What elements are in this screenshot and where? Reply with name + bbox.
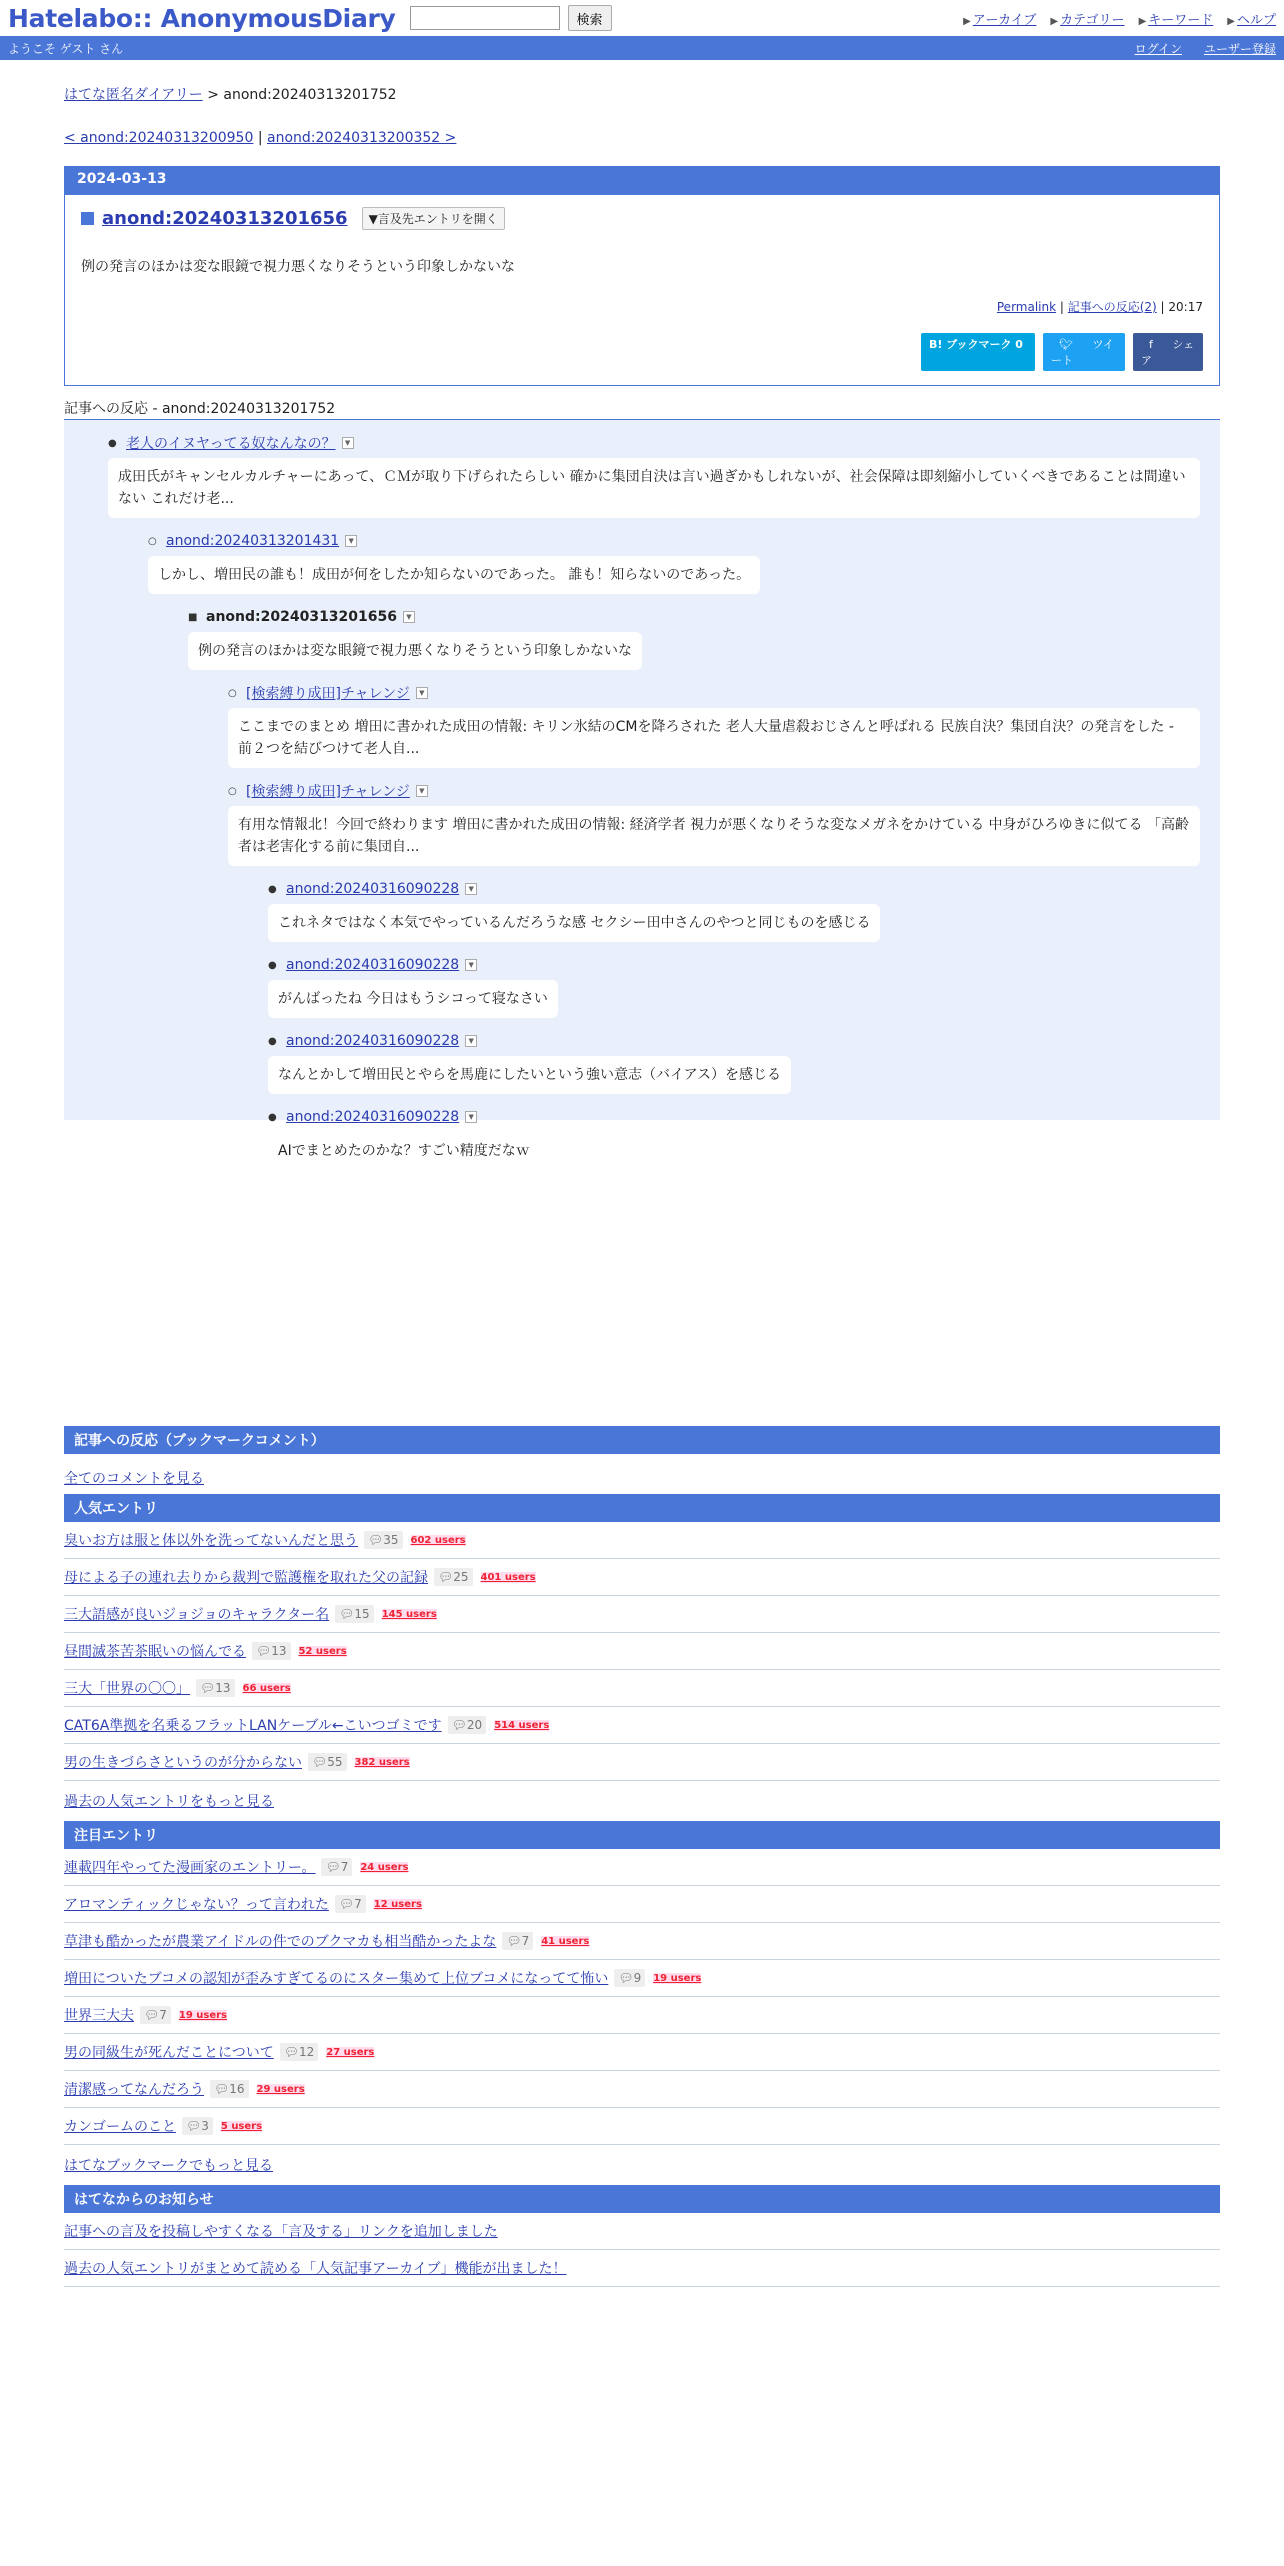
comment-icon: 💬︎	[200, 1681, 216, 1695]
arrow-icon: ▶	[1138, 15, 1147, 27]
users-badge[interactable]: 41 users	[541, 1935, 590, 1947]
entry-meta: Permalink | 記事への反応(2) | 20:17	[996, 300, 1203, 314]
users-badge[interactable]: 401 users	[480, 1571, 536, 1583]
breadcrumb-current: anond:20240313201752	[223, 87, 397, 103]
comment-count[interactable]	[502, 1932, 533, 1950]
comment-count[interactable]	[308, 1753, 347, 1771]
popular-item-link[interactable]: 臭いお方は服と体以外を洗ってないんだと思う	[64, 1533, 358, 1549]
bookmark-comments-header: 記事への反応（ブックマークコメント）	[64, 1426, 1220, 1454]
tree-node-link[interactable]: 老人のイヌヤってる奴なんなの？	[126, 436, 336, 452]
tree-node-link[interactable]: [検索縛り成田]チャレンジ	[246, 686, 410, 702]
arrow-icon: ▶	[1227, 15, 1235, 27]
tree-node	[108, 432, 1204, 518]
tree-node	[148, 530, 1204, 594]
tree-node-link[interactable]: anond:20240313201431	[166, 533, 340, 549]
comment-icon: 💬︎	[506, 1934, 522, 1948]
breadcrumb-home-link[interactable]: はてな匿名ダイアリー	[64, 87, 203, 103]
comment-icon: 💬︎	[214, 2082, 230, 2096]
notable-item	[64, 1849, 1220, 1886]
nav-keyword-link[interactable]: キーワード	[1148, 12, 1214, 28]
tree-node-link[interactable]: anond:20240316090228	[286, 881, 460, 897]
popular-item	[64, 1559, 1220, 1596]
login-link[interactable]: ログイン	[1134, 41, 1182, 56]
tree-node	[268, 1030, 1204, 1094]
notable-item-link[interactable]: 男の同級生が死んだことについて	[64, 2045, 274, 2061]
comment-count[interactable]	[335, 1605, 374, 1623]
comment-icon: 💬︎	[325, 1860, 341, 1874]
popular-item-link[interactable]: 母による子の連れ去りから裁判で監護権を取れた父の記録	[64, 1570, 428, 1586]
comment-count-value: 55	[327, 1755, 343, 1769]
comment-count[interactable]	[321, 1858, 352, 1876]
facebook-share-button[interactable]	[1133, 333, 1203, 371]
users-badge[interactable]: 19 users	[653, 1972, 702, 1984]
tree-node-text: これネタではなく本気でやっているんだろうな感 セクシー田中さんのやつと同じものを感じる	[268, 904, 880, 942]
comment-count-value: 3	[201, 2119, 209, 2133]
comment-icon: 💬︎	[256, 1644, 272, 1658]
arrow-icon: ▶	[963, 15, 971, 27]
comment-count-value: 9	[633, 1971, 642, 1985]
popular-item-link[interactable]: CAT6A準拠を名乗るフラットLANケーブル←こいつゴミです	[64, 1718, 442, 1734]
open-mention-button[interactable]: ▼言及先エントリを開く	[362, 207, 505, 230]
users-badge[interactable]: 66 users	[242, 1682, 291, 1694]
notable-item	[64, 1923, 1220, 1960]
users-badge[interactable]: 514 users	[494, 1719, 550, 1731]
comment-icon: 💬︎	[339, 1607, 355, 1621]
chevron-down-icon[interactable]: ▼	[345, 535, 357, 547]
bullet-icon: ●	[108, 437, 117, 449]
popular-item	[64, 1744, 1220, 1781]
users-badge[interactable]: 27 users	[326, 2046, 375, 2058]
notable-item	[64, 2108, 1220, 2145]
tree-node	[228, 682, 1204, 768]
comment-icon: 💬︎	[438, 1570, 454, 1584]
comment-icon: 💬︎	[618, 1971, 634, 1985]
tweet-label: ツイート	[1051, 338, 1114, 367]
nav-help-link[interactable]: ヘルプ	[1236, 12, 1276, 28]
tree-node-link[interactable]: anond:20240316090228	[286, 1109, 460, 1125]
tree-node-text: 有用な情報北！今回で終わります 増田に書かれた成田の情報: 経済学者 視力が悪くなりそうな変なメガネをかけている 中身がひろゆきに似てる 「高齢者は老害化する前に集団自...	[228, 806, 1200, 866]
share-buttons	[81, 333, 1203, 371]
chevron-down-icon[interactable]: ▼	[342, 437, 354, 449]
comment-count-value: 35	[383, 1533, 399, 1547]
popular-item	[64, 1633, 1220, 1670]
chevron-down-icon[interactable]: ▼	[416, 785, 428, 797]
comment-count-value: 25	[453, 1570, 469, 1584]
comment-count[interactable]	[448, 1716, 487, 1734]
bullet-icon: ●	[268, 883, 277, 895]
bullet-icon: ●	[268, 959, 277, 971]
popular-item	[64, 1707, 1220, 1744]
top-header	[0, 0, 1284, 36]
entry	[65, 195, 1219, 385]
comment-count[interactable]	[335, 1895, 366, 1913]
comment-count[interactable]	[210, 2080, 249, 2098]
comment-count[interactable]	[614, 1969, 645, 1987]
news-item	[64, 2250, 1220, 2287]
news-item	[64, 2213, 1220, 2250]
comment-count[interactable]	[434, 1568, 473, 1586]
arrow-icon: ▶	[1050, 15, 1059, 27]
news-item-link[interactable]: 過去の人気エントリがまとめて読める「人気記事アーカイブ」機能が出ました！	[64, 2261, 567, 2277]
tree-node-current: anond:20240313201656	[206, 609, 397, 625]
tree-node	[268, 878, 1204, 942]
chevron-down-icon[interactable]: ▼	[416, 687, 428, 699]
breadcrumb	[64, 84, 1220, 104]
bullet-icon: ●	[268, 1035, 277, 1047]
tree-node-link[interactable]: anond:20240316090228	[286, 1033, 460, 1049]
reactions-link[interactable]: 記事への反応(2)	[1067, 300, 1157, 314]
bullet-icon: ●	[268, 1111, 277, 1123]
comment-count-value: 7	[340, 1860, 349, 1874]
notable-item-link[interactable]: カンゴームのこと	[64, 2119, 176, 2135]
notable-item	[64, 2071, 1220, 2108]
next-entry-link[interactable]: anond:20240313200352 >	[267, 130, 457, 146]
bullet-icon: ○	[228, 785, 237, 797]
prev-next-separator: |	[253, 130, 268, 146]
nav-category-link[interactable]: カテゴリー	[1060, 12, 1125, 28]
facebook-label: シェア	[1141, 338, 1195, 367]
breadcrumb-separator: >	[202, 87, 224, 103]
chevron-down-icon[interactable]: ▼	[465, 1035, 477, 1047]
comment-count-value: 7	[354, 1897, 362, 1911]
comment-count-value: 15	[354, 1607, 370, 1621]
comment-count-value: 13	[215, 1681, 231, 1695]
comment-icon: 💬︎	[368, 1533, 384, 1547]
comment-count[interactable]	[280, 2043, 319, 2061]
popular-item-link[interactable]: 男の生きづらさというのが分からない	[64, 1755, 302, 1771]
square-icon	[81, 212, 94, 225]
header-nav	[963, 9, 1276, 28]
tree-node	[188, 606, 1204, 670]
facebook-icon: f	[1149, 338, 1157, 351]
search-input[interactable]	[410, 6, 560, 30]
tree-node	[268, 1106, 1204, 1170]
popular-item	[64, 1522, 1220, 1559]
user-bar	[0, 36, 1284, 60]
comment-count-value: 7	[159, 2008, 167, 2022]
site-logo[interactable]: Hatelabo:: AnonymousDiary	[8, 3, 396, 33]
tree-node-text: ここまでのまとめ 増田に書かれた成田の情報: キリン氷結のCMを降ろされた 老人大量虐殺おじさんと呼ばれる 民族自決？集団自決？の発言をした - 前２つを結びつけて老人自...	[228, 708, 1200, 768]
welcome-text: ようこそ ゲスト さん	[8, 41, 124, 56]
comment-count[interactable]	[252, 1642, 291, 1660]
register-link[interactable]: ユーザー登録	[1203, 41, 1276, 56]
bird-icon: 🐦︎	[1059, 338, 1077, 351]
chevron-down-icon[interactable]: ▼	[465, 959, 477, 971]
notable-item	[64, 1997, 1220, 2034]
notable-item-link[interactable]: 連載四年やってた漫画家のエントリー。	[64, 1860, 316, 1876]
popular-item	[64, 1670, 1220, 1707]
comment-icon: 💬︎	[283, 2045, 299, 2059]
comment-icon: 💬︎	[338, 1897, 355, 1911]
notable-item	[64, 2034, 1220, 2071]
bullet-icon: ○	[148, 535, 157, 547]
bookmark-share-button[interactable]: B! ブックマーク 0	[921, 333, 1035, 371]
tree-node-text: しかし、増田民の誰も！成田が何をしたか知らないのであった。 誰も！知らないのであった。	[148, 556, 760, 594]
notable-item-link[interactable]: 清潔感ってなんだろう	[64, 2082, 204, 2098]
notable-item-link[interactable]: 草津も酷かったが農業アイドルの件でのブクマカも相当酷かったよな	[64, 1934, 497, 1950]
bullet-icon: ○	[228, 687, 237, 699]
comment-icon: 💬︎	[451, 1718, 467, 1732]
prev-entry-link[interactable]: < anond:20240313200950	[64, 130, 254, 146]
news-header: はてなからのお知らせ	[64, 2185, 1220, 2213]
tree-node-text: なんとかして増田民とやらを馬鹿にしたいという強い意志（バイアス）を感じる	[268, 1056, 791, 1094]
comment-count-value: 13	[271, 1644, 287, 1658]
users-badge[interactable]: 5 users	[220, 2120, 263, 2132]
tree-node	[268, 954, 1204, 1018]
comment-count[interactable]	[182, 2117, 213, 2135]
chevron-down-icon[interactable]: ▼	[465, 1111, 477, 1123]
users-badge[interactable]: 29 users	[256, 2083, 305, 2095]
users-badge[interactable]: 602 users	[410, 1534, 466, 1546]
main-content	[64, 84, 1220, 2287]
news-item-link[interactable]: 記事への言及を投稿しやすくなる「言及する」リンクを追加しました	[64, 2224, 498, 2240]
users-badge[interactable]: 145 users	[381, 1608, 437, 1620]
tweet-share-button[interactable]	[1043, 333, 1125, 371]
users-badge[interactable]: 382 users	[354, 1756, 410, 1768]
notable-list	[64, 1849, 1220, 2145]
day-section	[64, 166, 1220, 386]
comment-icon: 💬︎	[186, 2119, 202, 2133]
notable-header: 注目エントリ	[64, 1821, 1220, 1849]
search-button[interactable]: 検索	[568, 5, 612, 31]
popular-item	[64, 1596, 1220, 1633]
notable-more-link[interactable]: はてなブックマークでもっと見る	[64, 2158, 274, 2174]
entry-time: 20:17	[1168, 300, 1203, 314]
comment-icon: 💬︎	[312, 1755, 328, 1769]
tree-node-link[interactable]: anond:20240316090228	[286, 957, 460, 973]
chevron-down-icon[interactable]: ▼	[465, 883, 477, 895]
tree-node	[228, 780, 1204, 866]
nav-archive-link[interactable]: アーカイブ	[972, 12, 1037, 28]
permalink-link[interactable]: Permalink	[996, 300, 1057, 314]
reaction-tree	[64, 420, 1220, 1159]
comment-count-value: 20	[466, 1718, 483, 1732]
popular-item-link[interactable]: 昼間滅茶苦茶眠いの悩んでる	[64, 1644, 246, 1660]
comment-count[interactable]	[364, 1531, 403, 1549]
notable-item-link[interactable]: 世界三大夫	[64, 2008, 134, 2024]
tree-node-link[interactable]: [検索縛り成田]チャレンジ	[246, 784, 410, 800]
comment-icon: 💬︎	[144, 2008, 160, 2022]
comment-count[interactable]	[196, 1679, 235, 1697]
users-badge[interactable]: 12 users	[373, 1898, 422, 1910]
day-date: 2024-03-13	[65, 167, 1219, 195]
tree-node-text: 成田氏がキャンセルカルチャーにあって、ＣＭが取り下げられたらしい 確かに集団自決は言い過ぎかもしれないが、社会保障は即刻縮小していくべきであることは間違いない これだけ老...	[108, 458, 1200, 518]
reactions-title: 記事への反応 - anond:20240313201752	[64, 398, 1220, 420]
notable-item-link[interactable]: 増田についたブコメの認知が歪みすぎてるのにスター集めて上位ブコメになってて怖い	[64, 1971, 609, 1987]
tree-node-text: AIでまとめたのかな？すごい精度だなｗ	[268, 1132, 540, 1170]
users-badge[interactable]: 52 users	[298, 1645, 347, 1657]
all-comments-link[interactable]: 全てのコメントを見る	[64, 1471, 204, 1487]
notable-item	[64, 1886, 1220, 1923]
popular-item-link[interactable]: 三大語感が良いジョジョのキャラクター名	[64, 1607, 330, 1623]
entry-body: 例の発言のほかは変な眼鏡で視力悪くなりそうという印象しかないな	[81, 259, 515, 275]
notable-item	[64, 1960, 1220, 1997]
comment-count-value: 16	[229, 2082, 245, 2096]
comment-count-value: 7	[521, 1934, 530, 1948]
bullet-icon: ■	[188, 611, 198, 623]
prev-next-nav	[64, 130, 1220, 146]
comment-count[interactable]	[140, 2006, 171, 2024]
popular-item-link[interactable]: 三大「世界の〇〇」	[64, 1681, 190, 1697]
tree-node-text: 例の発言のほかは変な眼鏡で視力悪くなりそうという印象しかないな	[188, 632, 642, 670]
popular-header: 人気エントリ	[64, 1494, 1220, 1522]
users-badge[interactable]: 24 users	[360, 1861, 409, 1873]
chevron-down-icon[interactable]: ▼	[403, 611, 415, 623]
popular-more-link[interactable]: 過去の人気エントリをもっと見る	[64, 1794, 274, 1810]
users-badge[interactable]: 19 users	[178, 2009, 228, 2021]
tree-node-text: がんばったね 今日はもうシコって寝なさい	[268, 980, 558, 1018]
comment-count-value: 12	[298, 2045, 315, 2059]
entry-title-link[interactable]: anond:20240313201656	[102, 208, 348, 229]
popular-list	[64, 1522, 1220, 1781]
notable-item-link[interactable]: アロマンティックじゃない？って言われた	[64, 1897, 329, 1913]
